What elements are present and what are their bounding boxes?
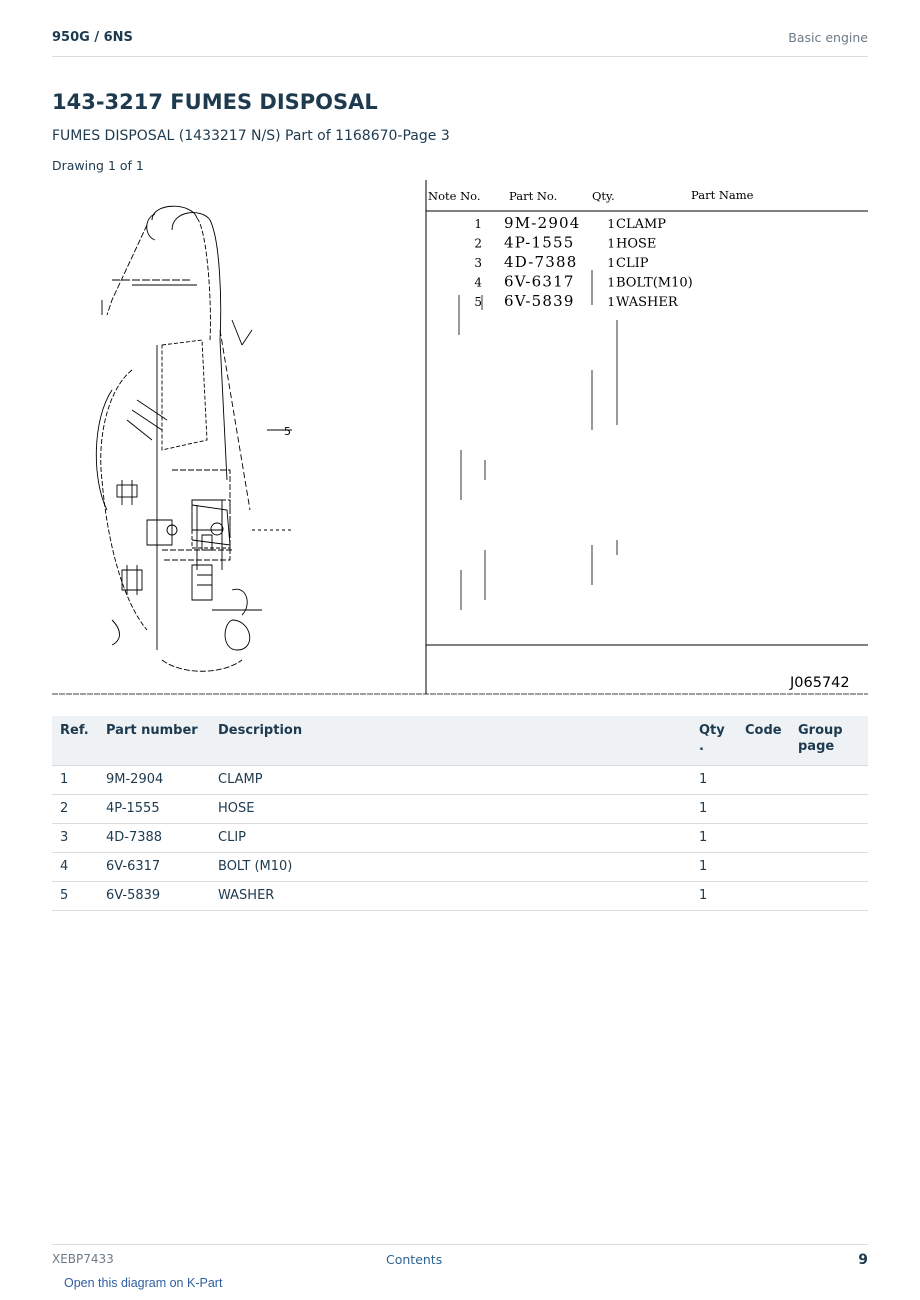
footer-divider	[52, 1244, 868, 1245]
drawing-cell-part-no: 6V-5839	[504, 292, 575, 310]
drawing-cell-note: 3	[474, 256, 482, 270]
cell-group-page	[790, 795, 868, 824]
drawing-cell-part-no: 4D-7388	[504, 253, 578, 271]
drawing-cell-part-name: BOLT(M10)	[616, 275, 693, 291]
table-row	[52, 766, 868, 795]
assembly-line-art	[96, 206, 292, 671]
col-ref: Ref.	[52, 716, 98, 766]
page-subtitle: FUMES DISPOSAL (1433217 N/S) Part of 1168670-Page 3	[52, 128, 450, 144]
col-group-page: Group page	[790, 716, 868, 766]
col-description: Description	[210, 716, 691, 766]
drawing-cell-qty: 1	[607, 217, 615, 231]
cell-qty: 1	[691, 853, 737, 882]
drawing-cell-part-no: 6V-6317	[504, 272, 575, 291]
col-part-number: Part number	[98, 716, 210, 766]
drawing-table-rows	[474, 214, 692, 310]
cell-description: BOLT (M10)	[210, 853, 691, 882]
machine-model: 950G / 6NS	[52, 30, 133, 45]
contents-link[interactable]: Contents	[386, 1252, 443, 1267]
parts-table	[52, 716, 868, 911]
cell-ref: 2	[52, 795, 98, 824]
cell-part-number: 6V-5839	[98, 882, 210, 911]
drawing-col-part-no: Part No.	[509, 189, 558, 203]
callout-label: 5	[284, 425, 291, 438]
col-code: Code	[737, 716, 790, 766]
drawing-cell-note: 1	[474, 217, 482, 231]
drawing-cell-qty: 1	[607, 236, 615, 251]
cell-qty: 1	[691, 766, 737, 795]
cell-part-number: 9M-2904	[98, 766, 210, 795]
drawing-cell-qty: 1	[607, 256, 615, 270]
drawing-col-part-name: Part Name	[691, 188, 754, 202]
drawing-cell-note: 5	[474, 295, 482, 309]
cell-description: CLIP	[210, 824, 691, 853]
cell-group-page	[790, 882, 868, 911]
cell-group-page	[790, 766, 868, 795]
document-id: XEBP7433	[52, 1252, 114, 1266]
cell-code	[737, 824, 790, 853]
drawing-cell-qty: 1	[607, 295, 615, 309]
cell-code	[737, 795, 790, 824]
cell-code	[737, 882, 790, 911]
drawing-cell-part-name: CLAMP	[616, 217, 667, 232]
col-qty: Qty .	[691, 716, 737, 766]
drawing-cell-note: 4	[474, 275, 482, 290]
cell-description: WASHER	[210, 882, 691, 911]
cell-qty: 1	[691, 795, 737, 824]
drawing-cell-qty: 1	[607, 275, 615, 290]
table-row	[52, 824, 868, 853]
cell-code	[737, 766, 790, 795]
cell-code	[737, 853, 790, 882]
section-name: Basic engine	[788, 30, 868, 45]
cell-part-number: 6V-6317	[98, 853, 210, 882]
cell-ref: 5	[52, 882, 98, 911]
page-title: 143-3217 FUMES DISPOSAL	[52, 90, 378, 114]
drawing-cell-part-name: CLIP	[616, 256, 649, 271]
drawing-cell-part-no: 4P-1555	[504, 233, 575, 252]
drawing-cell-note: 2	[474, 236, 482, 251]
drawing-count: Drawing 1 of 1	[52, 158, 144, 173]
parts-drawing	[52, 180, 868, 696]
page-header	[52, 28, 868, 57]
cell-part-number: 4D-7388	[98, 824, 210, 853]
cell-description: CLAMP	[210, 766, 691, 795]
cell-qty: 1	[691, 882, 737, 911]
cell-qty: 1	[691, 824, 737, 853]
scan-artifacts	[459, 270, 617, 610]
drawing-id: J065742	[790, 675, 850, 691]
drawing-cell-part-name: WASHER	[616, 295, 678, 310]
exploded-view-drawing	[52, 180, 868, 696]
cell-part-number: 4P-1555	[98, 795, 210, 824]
cell-group-page	[790, 853, 868, 882]
cell-ref: 3	[52, 824, 98, 853]
table-row	[52, 853, 868, 882]
drawing-cell-part-no: 9M-2904	[504, 214, 581, 232]
table-row	[52, 882, 868, 911]
drawing-cell-part-name: HOSE	[616, 236, 657, 252]
drawing-col-qty: Qty.	[592, 189, 615, 203]
page-number: 9	[858, 1252, 868, 1268]
parts-table-header	[52, 716, 868, 766]
cell-ref: 1	[52, 766, 98, 795]
cell-group-page	[790, 824, 868, 853]
cell-ref: 4	[52, 853, 98, 882]
cell-description: HOSE	[210, 795, 691, 824]
open-in-kpart-link[interactable]: Open this diagram on K-Part	[64, 1276, 223, 1290]
table-row	[52, 795, 868, 824]
drawing-col-note: Note No.	[428, 189, 481, 203]
